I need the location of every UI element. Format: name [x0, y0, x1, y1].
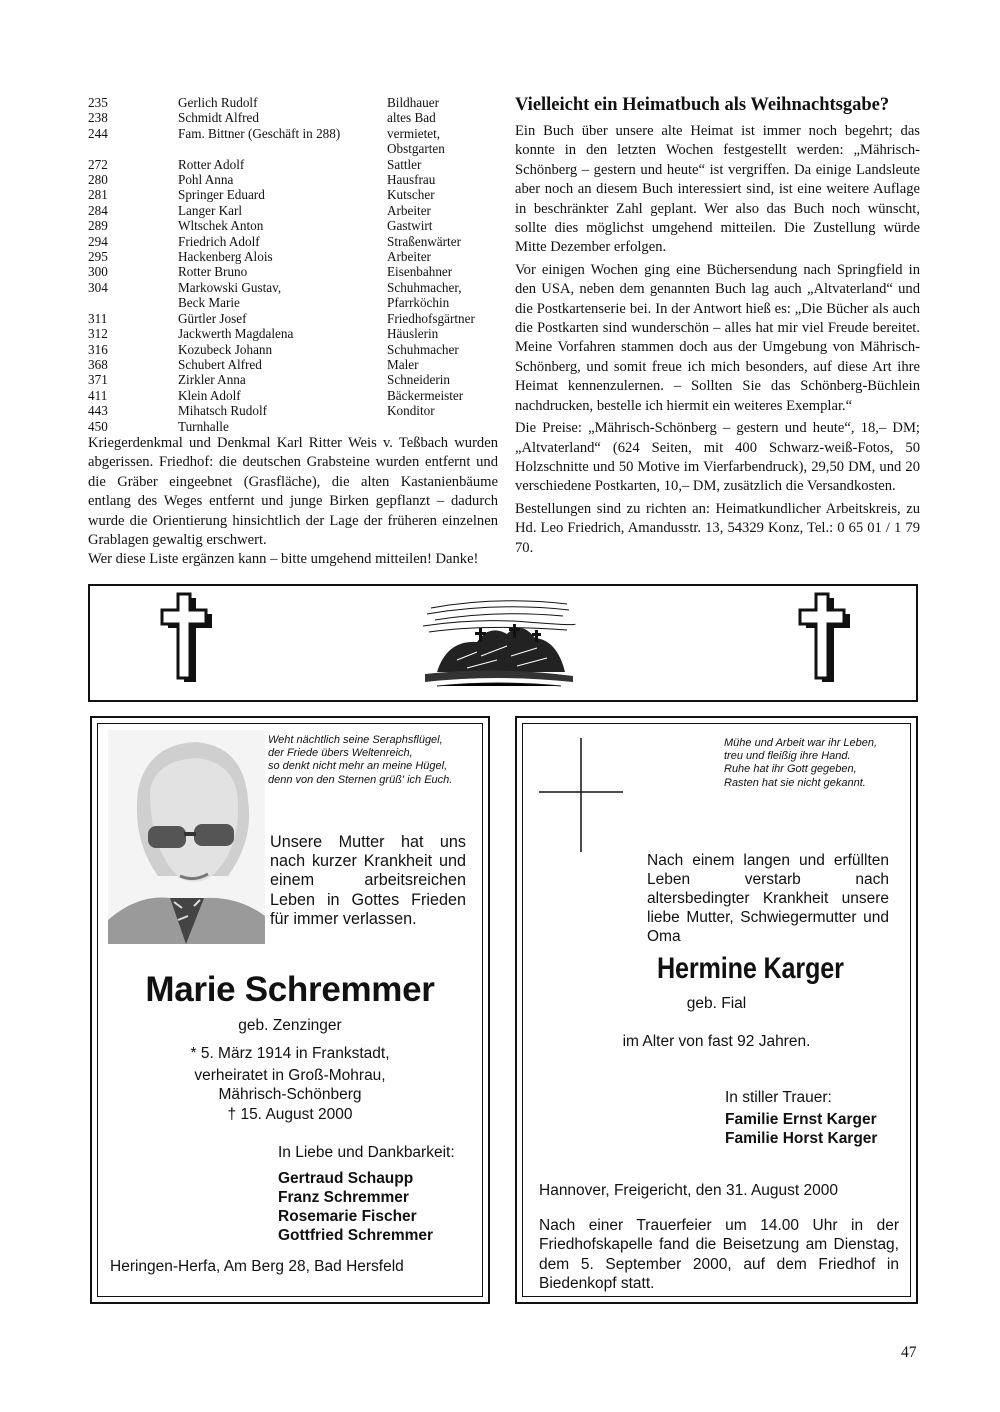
house-row: 281 Springer Eduard Kutscher [88, 187, 435, 203]
house-list [88, 95, 498, 434]
poem: Weht nächtlich seine Seraphsflügel, der Friede übers Weltenreich, so denkt nicht mehr an meine Hügel, denn von den Sternen grüß' ich Euch. [268, 734, 453, 786]
obituary-karger [515, 716, 918, 1304]
landscape-engraving [417, 590, 579, 692]
house-row: Obstgarten [387, 141, 445, 157]
left-paragraph-block [88, 434, 498, 570]
house-row: 368 Schubert Alfred Maler [88, 356, 419, 372]
deceased-name: Hermine Karger [657, 952, 844, 985]
house-row: 300 Rotter Bruno Eisenbahner [88, 264, 453, 280]
cross-icon [792, 592, 854, 686]
house-row: 304 Markowski Gustav, Schuhmacher, [88, 279, 462, 295]
age-info: im Alter von fast 92 Jahren. [622, 1033, 811, 1050]
closing-request: Wer diese Liste ergänzen kann – bitte umgehend mitteilen! Danke! [88, 551, 479, 568]
obituary-intro: Nach einem langen und erfüllten Leben verstarb nach altersbedingter Krankheit unsere liebe Mutter, Schwiegermutter und Oma [647, 852, 889, 945]
marriage-info: verheiratet in Groß-Mohrau, Mährisch-Schönberg [194, 1067, 386, 1103]
maiden-name: geb. Zenzinger [238, 1017, 342, 1034]
obituary-intro: Unsere Mutter hat uns nach kurzer Krankheit und einem arbeitsreichen Leben in Gottes Frieden für immer verlassen. [270, 833, 466, 928]
house-row: 235 Gerlich Rudolf Bildhauer [88, 95, 440, 110]
house-row: 238 Schmidt Alfred altes Bad [88, 110, 436, 126]
house-row: 450 Turnhalle [88, 418, 229, 434]
house-row: 443 Mihatsch Rudolf Konditor [88, 403, 435, 419]
poem: Mühe und Arbeit war ihr Leben, treu und fleißig ihre Hand. Ruhe hat ihr Gott gegeben, Rasten hat sie nicht gekannt. [724, 737, 878, 789]
cemetery-paragraph: Kriegerdenkmal und Denkmal Karl Ritter Weis v. Teßbach wurden abgerissen. Friedhof: die deutschen Grabsteine wurden entfernt und die Gräber eingeebnet (Grasfläche), die alten Kastanienbäume entlang des Weges entfernt und junge Birken gepflanzt – dadurch wurde die Orientierung hinsichtlich der Lage der früheren einzelnen Grablagen gewaltig erschwert. [88, 435, 498, 549]
family-member: Familie Ernst Karger [725, 1111, 877, 1128]
article [515, 94, 920, 561]
house-row: 316 Kozubeck Johann Schuhmacher [88, 341, 459, 357]
address: Heringen-Herfa, Am Berg 28, Bad Hersfeld [110, 1258, 404, 1275]
portrait-photo [108, 730, 265, 944]
family-member: Familie Horst Karger [725, 1130, 878, 1147]
deceased-name: Marie Schremmer [145, 970, 435, 1009]
article-paragraph: Bestellungen sind zu richten an: Heimatkundlicher Arbeitskreis, zu Hd. Leo Friedrich, Amandusstr. 13, 54329 Konz, Tel.: 0 65 01 / 1 79 70. [515, 500, 920, 556]
house-row: 371 Zirkler Anna Schneiderin [88, 372, 450, 388]
house-row: 411 Klein Adolf Bäckermeister [88, 387, 464, 403]
house-row: 311 Gürtler Josef Friedhofsgärtner [88, 310, 475, 326]
signoff: In Liebe und Dankbarkeit: [278, 1144, 455, 1161]
family-list [278, 1169, 433, 1245]
family-list [725, 1110, 877, 1148]
family-member: Rosemarie Fischer [278, 1208, 417, 1225]
signoff: In stiller Trauer: [725, 1089, 832, 1106]
family-member: Gottfried Schremmer [278, 1227, 434, 1244]
house-row: 272 Rotter Adolf Sattler [88, 156, 422, 172]
house-row: 289 Wltschek Anton Gastwirt [88, 218, 433, 234]
cross-icon [154, 592, 216, 686]
death-date: † 15. August 2000 [227, 1106, 353, 1123]
house-row: 284 Langer Karl Arbeiter [88, 202, 431, 218]
family-member: Gertraud Schaupp [278, 1170, 414, 1187]
article-paragraph: Vor einigen Wochen ging eine Büchersendung nach Springfield in den USA, neben dem genannten Buch lag auch „Altvaterland“ und die Postkartenserie bei. In der Antwort hieß es: „Die Bücher als auch die Postkarten sind wunderschön – alles hat mir viel Freude bereitet. Meine Vorfahren stammen doch aus der Umgebung von Mährisch-Schönberg, und somit freue ich mich besonders, auf diese Art ihre Heimat kennenzulernen. – Sollten Sie das Schönberg-Büchlein nachdrucken, bestelle ich hiermit ein weiteres Exemplar.“ [515, 261, 920, 414]
house-row: Beck Marie Pfarrköchin [178, 295, 450, 311]
maiden-name: geb. Fial [686, 995, 747, 1012]
article-title: Vielleicht ein Heimatbuch als Weihnachtsgabe? [515, 95, 890, 115]
cross-icon [537, 736, 627, 854]
house-row: 294 Friedrich Adolf Straßenwärter [88, 233, 461, 249]
place-date: Hannover, Freigericht, den 31. August 2000 [539, 1182, 839, 1199]
house-row: 295 Hackenberg Alois Arbeiter [88, 249, 431, 265]
house-row: 280 Pohl Anna Hausfrau [88, 172, 436, 188]
page-number: 47 [901, 1344, 917, 1361]
family-member: Franz Schremmer [278, 1189, 409, 1206]
obituary-schremmer [90, 716, 490, 1304]
funeral-info: Nach einer Trauerfeier um 14.00 Uhr in der Friedhofskapelle fand die Beisetzung am Dienstag, dem 5. September 2000, auf dem Friedhof in Biedenkopf statt. [539, 1217, 899, 1293]
mourning-banner [88, 584, 918, 702]
article-paragraph: Die Preise: „Mährisch-Schönberg – gestern und heute“, 18,– DM; „Altvaterland“ (624 Seiten, mit 400 Schwarz-weiß-Fotos, 50 Holzschnitte und 50 Motive im Vierfarbendruck), 29,50 DM, und 20 verschiedene Postkarten, 10,– DM, zusätzlich die Versandkosten. [515, 420, 920, 495]
house-row: 244 Fam. Bittner (Geschäft in 288) vermietet, [88, 125, 441, 141]
article-paragraph: Ein Buch über unsere alte Heimat ist immer noch begehrt; das konnte in den letzten Wochen festgestellt werden: „Mährisch-Schönberg – gestern und heute“ ist vergriffen. Da einige Landsleute aber noch an diesem Buch interessiert sind, ist eine weitere Auflage in beschränkter Zahl geplant. Wer also das Buch noch wünscht, sollte dies möglichst umgehend mitteilen. Die Zustellung würde Mitte Dezember erfolgen. [515, 123, 920, 256]
house-row: 312 Jackwerth Magdalena Häuslerin [88, 326, 439, 342]
birth-info: * 5. März 1914 in Frankstadt, [190, 1045, 390, 1062]
